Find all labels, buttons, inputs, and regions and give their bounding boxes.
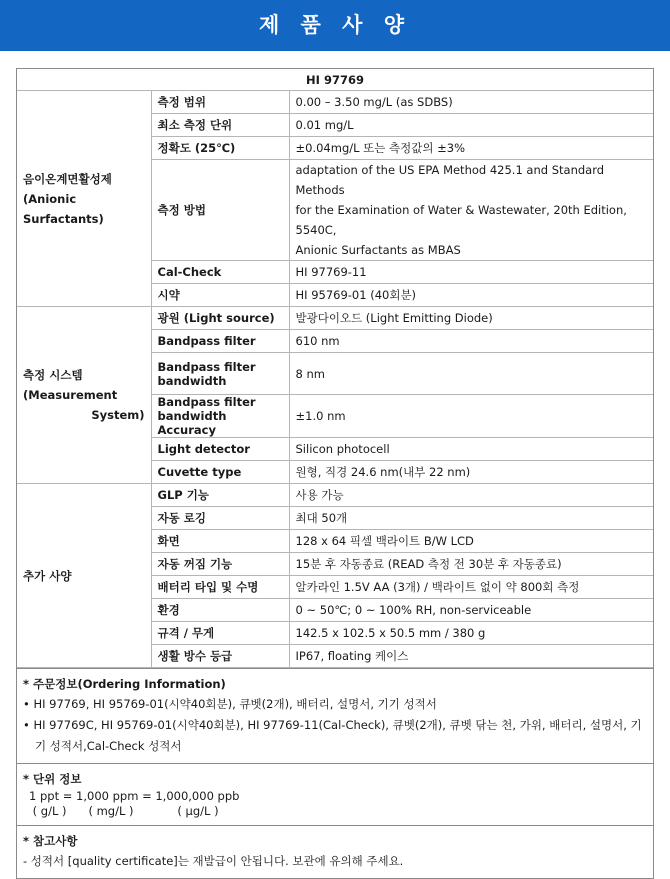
spec-row: [17, 307, 653, 330]
spec-label: [151, 484, 289, 507]
unit-title: * 단위 정보: [23, 772, 82, 786]
text-line: bandwidth Accuracy: [157, 409, 227, 437]
text-line: Bandpass filter: [157, 395, 256, 409]
text-line: 측정 방법: [157, 203, 206, 217]
text-line: Light detector: [157, 442, 250, 456]
spec-label: [151, 261, 289, 284]
ordering-title: * 주문정보(Ordering Information): [23, 677, 226, 691]
spec-value: [289, 484, 653, 507]
text-line: 자동 로깅: [157, 511, 206, 525]
ordering-item: • HI 97769, HI 95769-01(시약40회분), 큐벳(2개), 배터리, 설명서, 기기 성적서: [23, 697, 437, 711]
spec-label: [151, 395, 289, 438]
spec-table: [17, 69, 653, 668]
spec-label: [151, 114, 289, 137]
spec-label: [151, 438, 289, 461]
spec-value: [289, 553, 653, 576]
spec-value: [289, 114, 653, 137]
text-line: Cal-Check: [157, 265, 222, 279]
text-line: 원형, 직경 24.6 nm(내부 22 nm): [295, 465, 471, 479]
spec-value: [289, 330, 653, 353]
spec-label: [151, 160, 289, 261]
text-line: 측정 범위: [157, 95, 206, 109]
text-line: 최소 측정 단위: [157, 118, 233, 132]
text-line: IP67, floating 케이스: [295, 649, 409, 663]
spec-label: [151, 645, 289, 668]
text-line: 8 nm: [295, 366, 325, 381]
text-line: 광원 (Light source): [157, 311, 275, 325]
spec-label: [151, 576, 289, 599]
text-line: 128 x 64 픽셀 백라이트 B/W LCD: [295, 534, 474, 548]
spec-value: [289, 576, 653, 599]
reference-title: * 참고사항: [23, 834, 78, 848]
category-line: System): [91, 408, 145, 422]
text-line: 알카라인 1.5V AA (3개) / 백라이트 없이 약 800회 측정: [295, 580, 580, 594]
text-line: GLP 기능: [157, 488, 209, 502]
category-line: (Anionic Surfactants): [23, 191, 104, 226]
text-line: 15분 후 자동종료 (READ 측정 전 30분 후 자동종료): [295, 557, 562, 571]
ordering-info: [17, 668, 653, 763]
model-number: HI 97769: [17, 69, 653, 91]
spec-value: [289, 261, 653, 284]
category-cell: [17, 307, 151, 484]
spec-row: [17, 484, 653, 507]
text-line: Anionic Surfactants as MBAS: [295, 243, 461, 257]
text-line: 정확도 (25℃): [157, 141, 236, 155]
unit-info: [17, 763, 653, 825]
spec-label: [151, 507, 289, 530]
spec-value: [289, 91, 653, 114]
spec-value: [289, 507, 653, 530]
page-title-banner: [0, 0, 670, 51]
spec-value: [289, 284, 653, 307]
text-line: 최대 50개: [295, 511, 348, 525]
text-line: HI 95769-01 (40회분): [295, 288, 417, 302]
spec-value: [289, 353, 653, 395]
spec-value: [289, 137, 653, 160]
spec-label: [151, 91, 289, 114]
reference-text: - 성적서 [quality certificate]는 재발급이 안됩니다. 보관에 유의해 주세요.: [23, 854, 404, 868]
text-line: ±1.0 nm: [295, 409, 346, 423]
spec-value: [289, 461, 653, 484]
spec-value: [289, 160, 653, 261]
text-line: adaptation of the US EPA Method 425.1 and Standard Methods: [295, 163, 605, 197]
category-cell: [17, 91, 151, 307]
spec-value: [289, 307, 653, 330]
text-line: for the Examination of Water & Wastewater, 20th Edition, 5540C,: [295, 203, 627, 237]
spec-sheet: [16, 68, 654, 879]
text-line: 0 ~ 50℃; 0 ~ 100% RH, non-serviceable: [295, 603, 532, 617]
spec-label: [151, 599, 289, 622]
model-row: [17, 69, 653, 91]
category-line: 측정 시스템: [23, 368, 83, 382]
unit-conversion: 1 ppt = 1,000 ppm = 1,000,000 ppb: [29, 789, 240, 803]
text-line: 142.5 x 102.5 x 50.5 mm / 380 g: [295, 626, 486, 640]
text-line: 자동 꺼짐 기능: [157, 557, 233, 571]
unit-symbols: ( g/L ) ( mg/L ) ( μg/L ): [29, 804, 219, 818]
spec-label: [151, 530, 289, 553]
reference-info: [17, 825, 653, 878]
text-line: Cuvette type: [157, 465, 242, 479]
notes-area: [17, 668, 653, 878]
text-line: 시약: [157, 288, 180, 302]
category-cell: [17, 484, 151, 668]
spec-value: [289, 438, 653, 461]
text-line: 사용 가능: [295, 488, 344, 502]
spec-value: [289, 622, 653, 645]
spec-label: [151, 284, 289, 307]
text-line: 발광다이오드 (Light Emitting Diode): [295, 311, 493, 325]
spec-label: [151, 307, 289, 330]
page-title: 제 품 사 양: [258, 13, 412, 37]
text-line: Bandpass filter: [157, 334, 256, 348]
text-line: 610 nm: [295, 334, 340, 348]
text-line: 0.00 – 3.50 mg/L (as SDBS): [295, 95, 453, 109]
text-line: bandwidth: [157, 373, 227, 388]
category-line: (Measurement: [23, 388, 118, 402]
spec-label: [151, 353, 289, 395]
spec-label: [151, 461, 289, 484]
spec-label: [151, 137, 289, 160]
text-line: 환경: [157, 603, 180, 617]
text-line: Silicon photocell: [295, 442, 390, 456]
text-line: Bandpass filter: [157, 359, 256, 374]
spec-label: [151, 330, 289, 353]
spec-value: [289, 599, 653, 622]
spec-label: [151, 622, 289, 645]
category-line: 추가 사양: [23, 568, 72, 583]
text-line: 규격 / 무게: [157, 626, 215, 640]
text-line: 0.01 mg/L: [295, 118, 354, 132]
text-line: ±0.04mg/L 또는 측정값의 ±3%: [295, 141, 466, 155]
category-line: 음이온계면활성제: [23, 171, 112, 186]
ordering-item: • HI 97769C, HI 95769-01(시약40회분), HI 97769-11(Cal-Check), 큐벳(2개), 큐벳 닦는 천, 가위, 배터리, 설명서, 기기 성적서,Cal-Check 성적서: [23, 718, 642, 753]
spec-value: [289, 645, 653, 668]
text-line: 화면: [157, 534, 180, 548]
spec-label: [151, 553, 289, 576]
text-line: 생활 방수 등급: [157, 649, 233, 663]
text-line: HI 97769-11: [295, 265, 367, 279]
spec-value: [289, 530, 653, 553]
spec-value: [289, 395, 653, 438]
spec-row: [17, 91, 653, 114]
text-line: 배터리 타입 및 수명: [157, 580, 259, 594]
